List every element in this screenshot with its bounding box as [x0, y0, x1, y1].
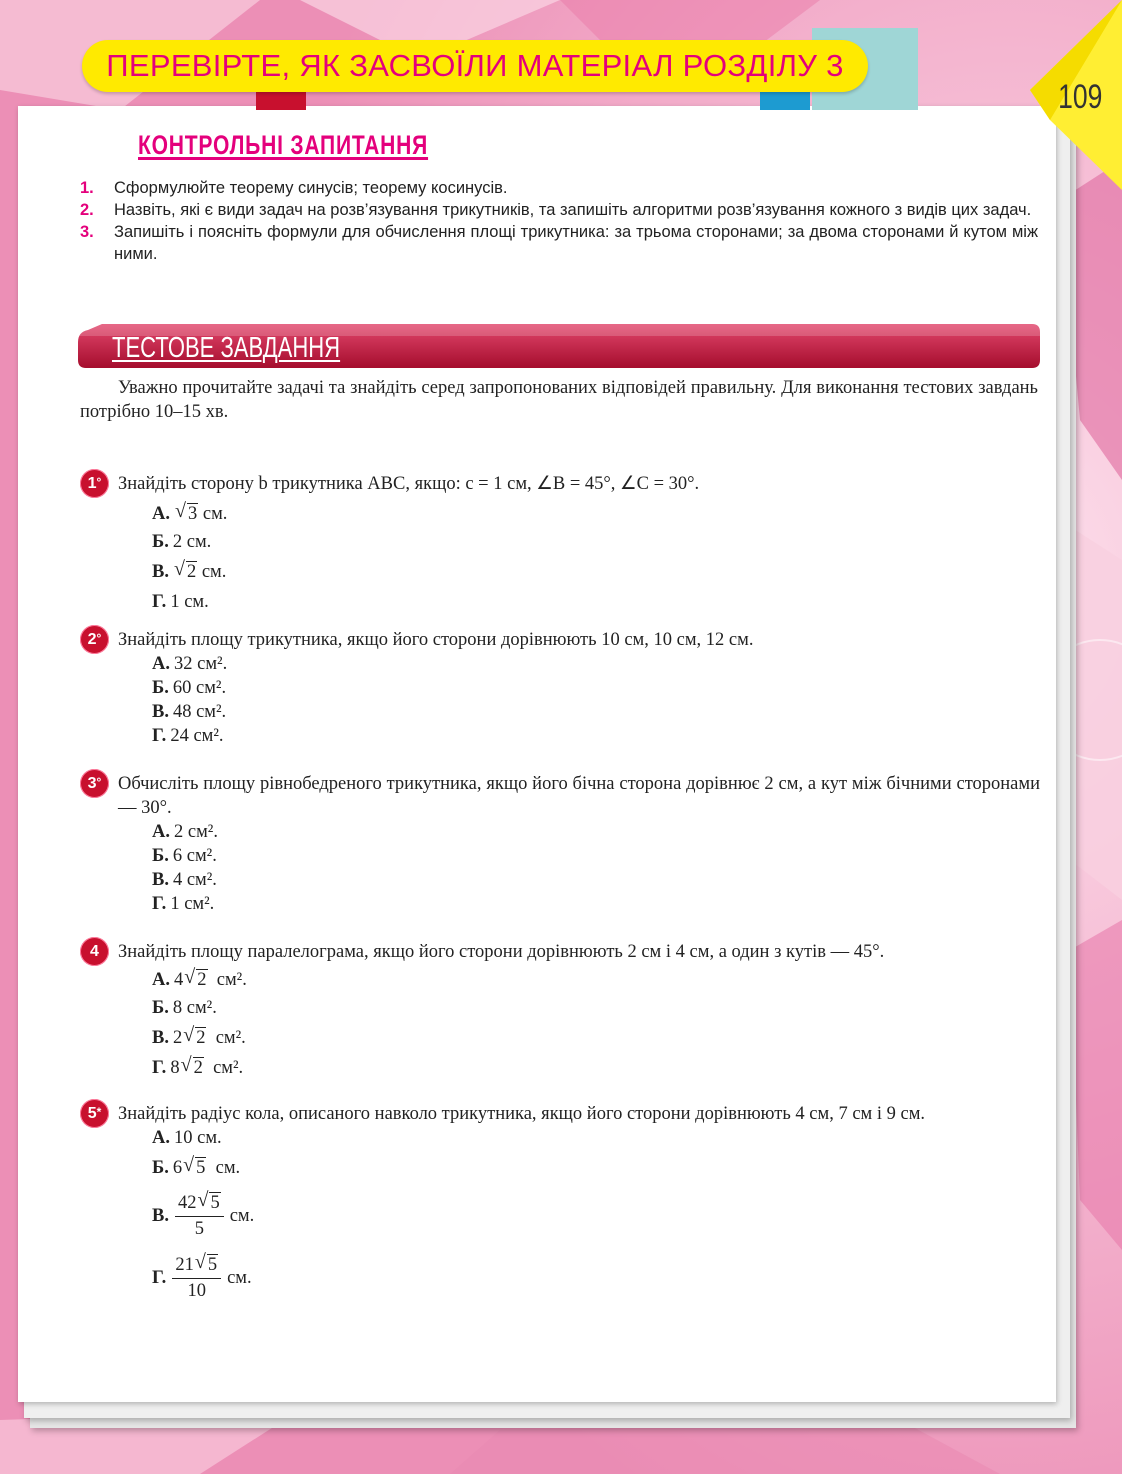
square-root: √ 5 — [184, 1156, 206, 1180]
list-item — [80, 199, 1038, 221]
square-root: √ 2 — [185, 968, 207, 992]
question-number: 1. — [80, 179, 94, 197]
test-section-heading: ТЕСТОВЕ ЗАВДАННЯ — [112, 332, 341, 364]
answer-options — [152, 1126, 1040, 1308]
test-task-4 — [80, 940, 1040, 1080]
answer-options — [152, 652, 1040, 748]
answer-option[interactable]: Г. 8√ 2 см². — [152, 1056, 1040, 1080]
answer-option[interactable]: Б. 6 см². — [152, 846, 217, 866]
question-number: 2. — [80, 201, 94, 219]
answer-option[interactable]: Г. 24 см². — [152, 726, 224, 746]
list-item — [80, 221, 1038, 265]
answer-option[interactable]: В. $\frac{42√ 5}{5}$ см. — [152, 1186, 1040, 1244]
page-number: 109 — [1058, 78, 1103, 116]
answer-option[interactable]: А.√ 3 см. — [152, 502, 1040, 530]
answer-option[interactable]: В. 48 см². — [152, 702, 227, 722]
task-number-badge: 4 — [80, 937, 109, 966]
test-task-1 — [80, 472, 1040, 614]
question-number: 3. — [80, 223, 94, 241]
task-question: Знайдіть площу трикутника, якщо його сторони дорівнюють 10 см, 10 см, 12 см. — [118, 630, 754, 650]
question-text: Назвіть, які є види задач на розв’язування трикутників, та запишіть алгоритми розв’язування кожного з видів цих задач. — [114, 201, 1032, 219]
test-task-2 — [80, 628, 1040, 748]
answer-option[interactable]: Б. 8 см². — [152, 998, 217, 1018]
square-root: √ 5 — [196, 1253, 218, 1277]
square-root: √ 2 — [175, 560, 197, 584]
question-text: Сформулюйте теорему синусів; теорему косинусів. — [114, 179, 508, 197]
fraction: $\frac{42√ 5}{5}$ — [175, 1191, 224, 1241]
chapter-title: ПЕРЕВІРТЕ, ЯК ЗАСВОЇЛИ МАТЕРІАЛ РОЗДІЛУ 3 — [106, 48, 844, 83]
fraction: $\frac{21√ 5}{10}$ — [172, 1253, 221, 1303]
square-root: √ 2 — [184, 1026, 206, 1050]
task-number-badge: 5 * — [80, 1099, 109, 1128]
answer-option[interactable]: А. 4√ 2 см². — [152, 968, 1040, 996]
test-intro: Уважно прочитайте задачі та знайдіть серед запропонованих відповідей правильну. Для виконання тестових завдань потрібно 10–15 хв. — [80, 378, 1038, 422]
answer-option[interactable]: В. 2√ 2 см². — [152, 1020, 1040, 1056]
square-root: √ 2 — [182, 1056, 204, 1080]
question-text: Запишіть і поясніть формули для обчислення площі трикутника: за трьома сторонами; за двома сторонами й кутом між ними. — [114, 223, 1038, 263]
answer-option[interactable]: Г. 1 см. — [152, 592, 209, 612]
task-question: Знайдіть площу паралелограма, якщо його сторони дорівнюють 2 см і 4 см, а один з кутів — 45°. — [118, 942, 885, 962]
answer-options — [152, 968, 1040, 1080]
chapter-title-banner — [82, 40, 868, 92]
test-task-5 — [80, 1102, 1040, 1308]
answer-option[interactable]: А. 10 см. — [152, 1128, 222, 1148]
answer-option[interactable]: Б. 2 см. — [152, 532, 212, 552]
answer-option[interactable]: В.√ 2 см. — [152, 554, 1040, 590]
task-number-badge: 1 ° — [80, 469, 109, 498]
answer-option[interactable]: Г. $\frac{21√ 5}{10}$ см. — [152, 1244, 1040, 1308]
control-questions-heading: КОНТРОЛЬНІ ЗАПИТАННЯ — [138, 130, 429, 160]
task-number-badge: 2 ° — [80, 625, 109, 654]
answer-options — [152, 502, 1040, 614]
list-item — [80, 177, 1038, 199]
answer-option[interactable]: А. 32 см². — [152, 654, 228, 674]
control-questions-list — [80, 177, 1038, 265]
task-question: Обчисліть площу рівнобедреного трикутника, якщо його бічна сторона дорівнює 2 см, а кут між бічними сторонами — 30°. — [118, 774, 1040, 818]
answer-option[interactable]: В. 4 см². — [152, 870, 217, 890]
answer-option[interactable]: Б. 60 см². — [152, 678, 227, 698]
test-task-3 — [80, 772, 1040, 916]
answer-option[interactable]: Б. 6√ 5 см. — [152, 1150, 1040, 1186]
square-root: √ 5 — [198, 1191, 220, 1215]
answer-option[interactable]: Г. 1 см². — [152, 894, 215, 914]
task-question: Знайдіть радіус кола, описаного навколо трикутника, якщо його сторони дорівнюють 4 см, 7 см і 9 см. — [118, 1104, 926, 1124]
task-number-badge: 3 ° — [80, 769, 109, 798]
square-root: √ 3 — [176, 502, 198, 526]
answer-options — [152, 820, 1040, 916]
answer-option[interactable]: А. 2 см². — [152, 822, 218, 842]
task-question: Знайдіть сторону b трикутника ABC, якщо: c = 1 см, ∠B = 45°, ∠C = 30°. — [118, 474, 700, 494]
